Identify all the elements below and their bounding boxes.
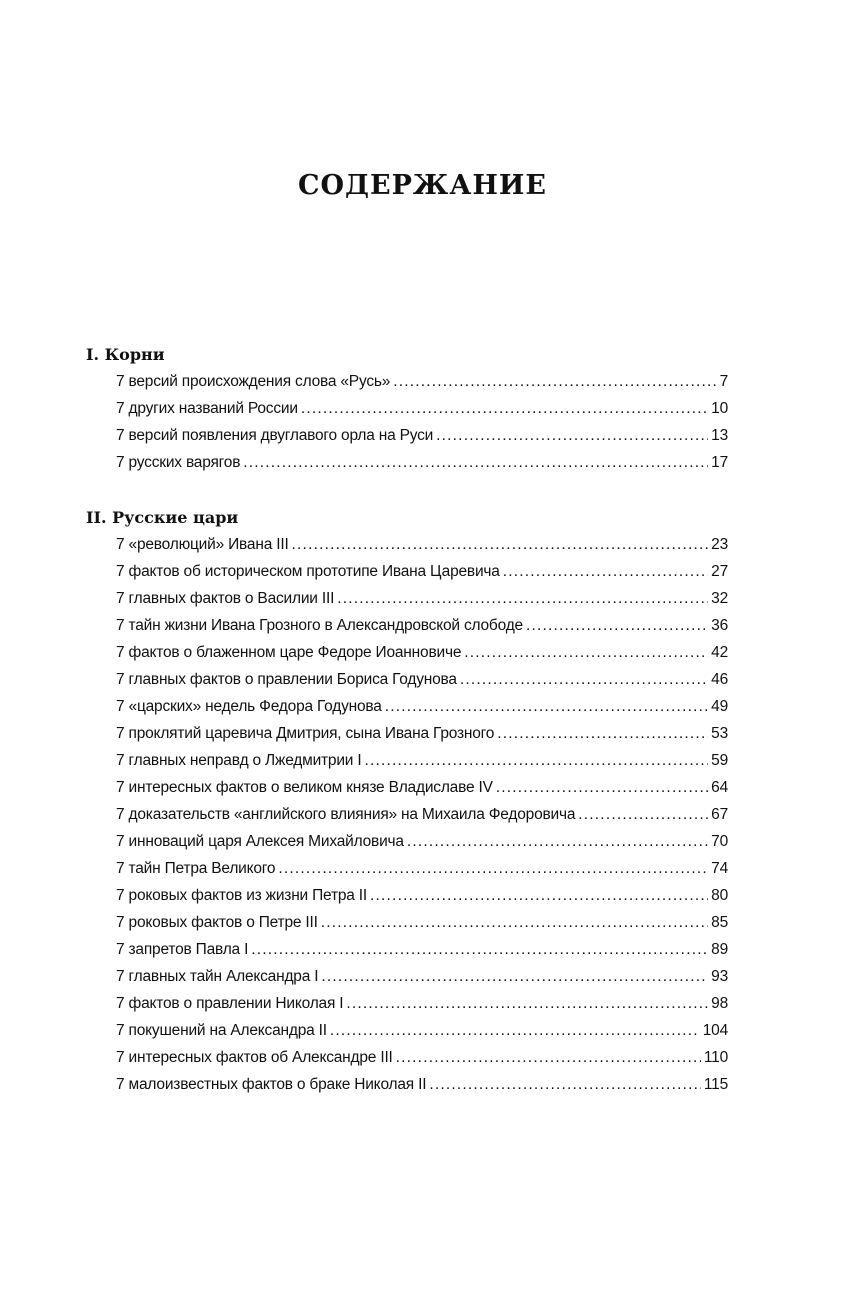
entry-title: 7 интересных фактов о великом князе Владиславе IV — [116, 779, 493, 796]
entry-title: 7 фактов о правлении Николая I — [116, 995, 344, 1012]
entry-title: 7 тайн Петра Великого — [116, 860, 276, 877]
toc-entry[interactable] — [86, 747, 728, 774]
entry-page-number: 64 — [711, 779, 728, 796]
toc-section-russian-tsars — [86, 505, 728, 1098]
toc-entry[interactable] — [86, 368, 728, 395]
entry-page-number: 36 — [711, 617, 728, 634]
entry-title: 7 инноваций царя Алексея Михайловича — [116, 833, 404, 850]
toc-entry[interactable] — [86, 558, 728, 585]
toc-entry[interactable] — [86, 639, 728, 666]
toc-entry[interactable] — [86, 395, 728, 422]
section-heading: II. Русские цари — [86, 508, 239, 527]
entry-page-number: 7 — [719, 373, 728, 390]
toc-entry[interactable] — [86, 693, 728, 720]
entry-page-number: 53 — [711, 725, 728, 742]
dot-leader — [393, 368, 716, 395]
entry-page-number: 115 — [703, 1076, 728, 1093]
entry-page-number: 10 — [711, 400, 728, 417]
entry-page-number: 85 — [711, 914, 728, 931]
toc-entry[interactable] — [86, 963, 728, 990]
entry-page-number: 46 — [711, 671, 728, 688]
entry-page-number: 80 — [711, 887, 728, 904]
toc-entry[interactable] — [86, 612, 728, 639]
section-heading: I. Корни — [86, 345, 165, 364]
dot-leader — [321, 963, 708, 990]
dot-leader — [503, 558, 708, 585]
dot-leader — [578, 801, 708, 828]
entry-page-number: 27 — [711, 563, 728, 580]
entry-title: 7 фактов о блаженном царе Федоре Иоанновиче — [116, 644, 462, 661]
dot-leader — [407, 828, 708, 855]
entry-title: 7 тайн жизни Ивана Грозного в Александровской слободе — [116, 617, 523, 634]
entry-title: 7 версий появления двуглавого орла на Руси — [116, 427, 434, 444]
entry-title: 7 главных фактов о правлении Бориса Годунова — [116, 671, 457, 688]
page-title: СОДЕРЖАНИЕ — [298, 170, 547, 201]
entry-title: 7 русских варягов — [116, 454, 241, 471]
entry-page-number: 49 — [711, 698, 728, 715]
dot-leader — [243, 449, 708, 476]
dot-leader — [436, 422, 708, 449]
entry-page-number: 42 — [711, 644, 728, 661]
toc-entry[interactable] — [86, 720, 728, 747]
entry-list — [86, 531, 728, 1098]
dot-leader — [301, 395, 708, 422]
entry-title: 7 запретов Павла I — [116, 941, 249, 958]
dot-leader — [251, 936, 708, 963]
toc-entry[interactable] — [86, 666, 728, 693]
toc-entry[interactable] — [86, 801, 728, 828]
dot-leader — [364, 747, 708, 774]
entry-title: 7 «революций» Ивана III — [116, 536, 289, 553]
dot-leader — [396, 1044, 701, 1071]
dot-leader — [337, 585, 708, 612]
entry-title: 7 других названий России — [116, 400, 298, 417]
toc-entry[interactable] — [86, 449, 728, 476]
toc-entry[interactable] — [86, 1044, 728, 1071]
toc-entry[interactable] — [86, 1071, 728, 1098]
entry-page-number: 104 — [702, 1022, 728, 1039]
dot-leader — [321, 909, 708, 936]
dot-leader — [370, 882, 708, 909]
entry-page-number: 93 — [711, 968, 728, 985]
toc-entry[interactable] — [86, 990, 728, 1017]
toc-entry[interactable] — [86, 422, 728, 449]
toc-entry[interactable] — [86, 855, 728, 882]
dot-leader — [278, 855, 708, 882]
entry-page-number: 74 — [711, 860, 728, 877]
entry-title: 7 доказательств «английского влияния» на Михаила Федоровича — [116, 806, 576, 823]
entry-page-number: 67 — [711, 806, 728, 823]
dot-leader — [460, 666, 708, 693]
table-of-contents — [86, 342, 728, 1127]
toc-entry[interactable] — [86, 531, 728, 558]
entry-page-number: 110 — [703, 1049, 728, 1066]
dot-leader — [330, 1017, 700, 1044]
entry-title: 7 версий происхождения слова «Русь» — [116, 373, 391, 390]
toc-entry[interactable] — [86, 774, 728, 801]
entry-page-number: 32 — [711, 590, 728, 607]
entry-title: 7 проклятий царевича Дмитрия, сына Ивана Грозного — [116, 725, 495, 742]
entry-title: 7 роковых фактов из жизни Петра II — [116, 887, 368, 904]
dot-leader — [385, 693, 708, 720]
dot-leader — [429, 1071, 701, 1098]
dot-leader — [497, 720, 708, 747]
entry-title: 7 интересных фактов об Александре III — [116, 1049, 393, 1066]
dot-leader — [346, 990, 708, 1017]
entry-page-number: 59 — [711, 752, 728, 769]
entry-page-number: 13 — [711, 427, 728, 444]
entry-title: 7 малоизвестных фактов о браке Николая II — [116, 1076, 427, 1093]
entry-page-number: 23 — [711, 536, 728, 553]
entry-title: 7 фактов об историческом прототипе Ивана Царевича — [116, 563, 500, 580]
toc-entry[interactable] — [86, 909, 728, 936]
toc-entry[interactable] — [86, 882, 728, 909]
entry-title: 7 роковых фактов о Петре III — [116, 914, 318, 931]
entry-title: 7 покушений на Александра II — [116, 1022, 327, 1039]
dot-leader — [496, 774, 708, 801]
entry-title: 7 «царских» недель Федора Годунова — [116, 698, 382, 715]
toc-entry[interactable] — [86, 828, 728, 855]
entry-page-number: 89 — [711, 941, 728, 958]
entry-page-number: 17 — [711, 454, 728, 471]
entry-page-number: 70 — [711, 833, 728, 850]
toc-entry[interactable] — [86, 585, 728, 612]
dot-leader — [464, 639, 708, 666]
entry-title: 7 главных фактов о Василии III — [116, 590, 335, 607]
toc-entry[interactable] — [86, 936, 728, 963]
dot-leader — [292, 531, 709, 558]
entry-title: 7 главных неправд о Лжедмитрии I — [116, 752, 362, 769]
toc-entry[interactable] — [86, 1017, 728, 1044]
entry-page-number: 98 — [711, 995, 728, 1012]
toc-section-roots — [86, 342, 728, 476]
dot-leader — [526, 612, 708, 639]
entry-title: 7 главных тайн Александра I — [116, 968, 319, 985]
entry-list — [86, 368, 728, 476]
